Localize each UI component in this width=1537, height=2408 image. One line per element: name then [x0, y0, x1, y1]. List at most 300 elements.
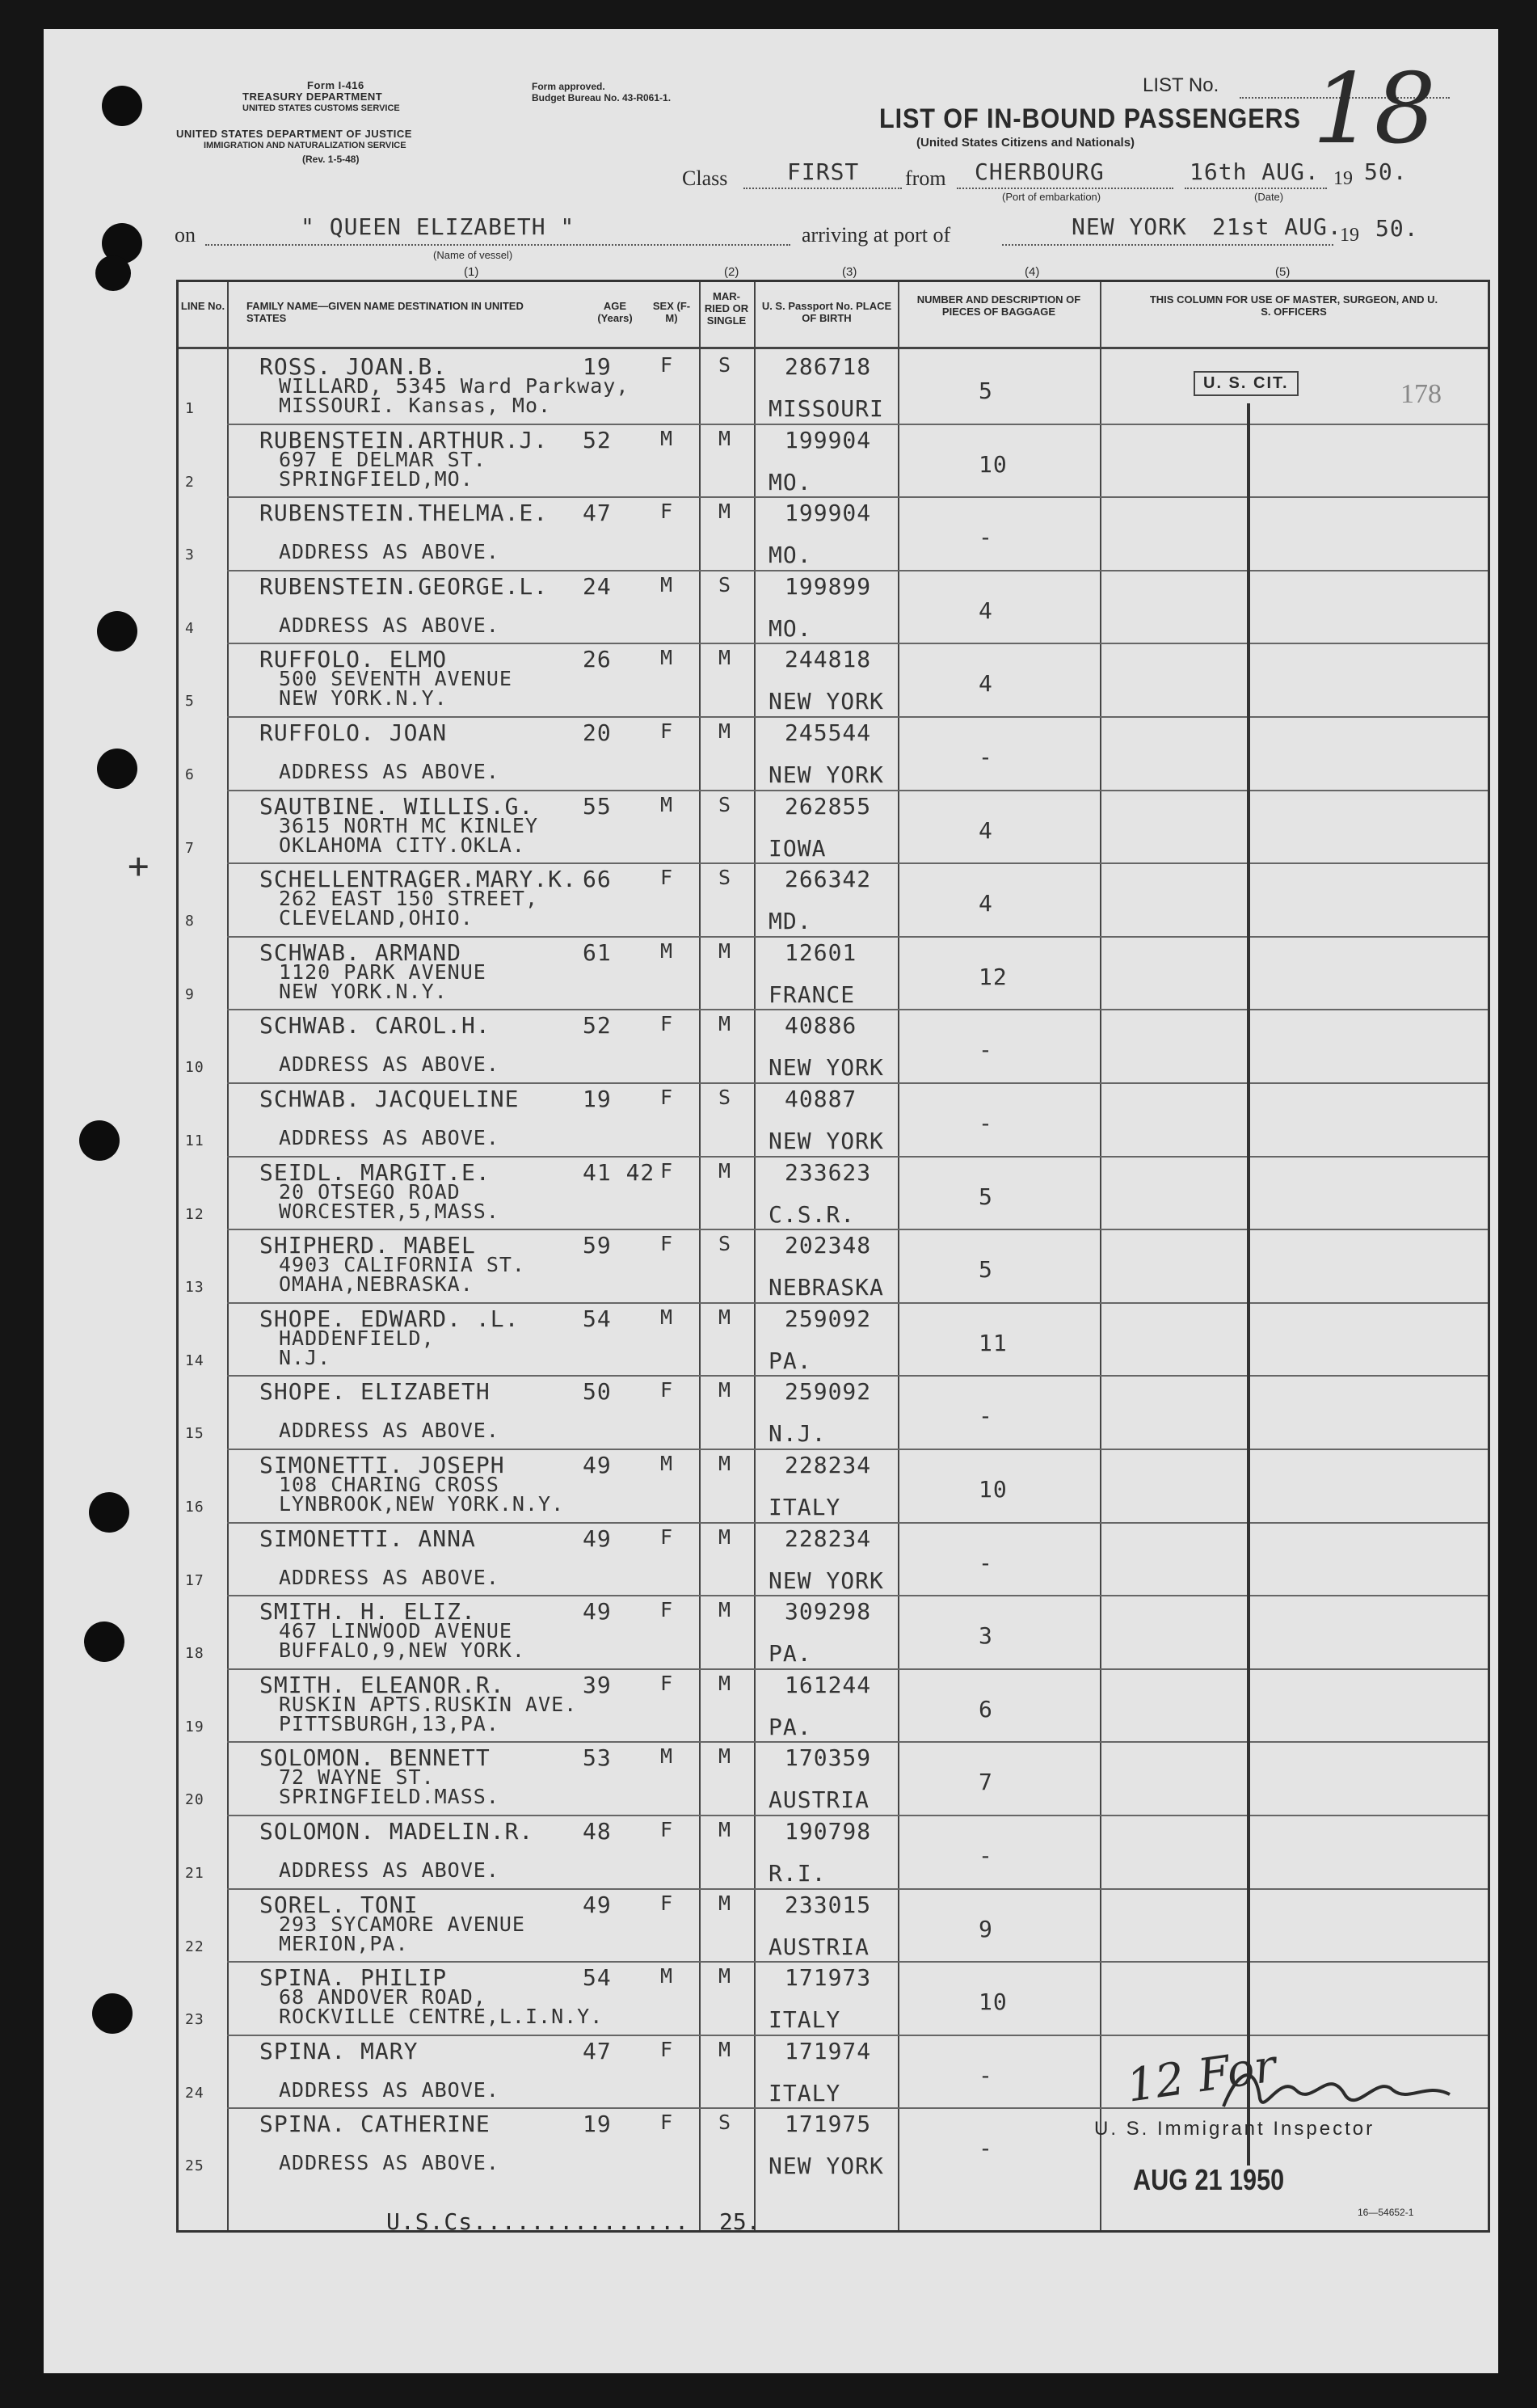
address-line-1: 4903 CALIFORNIA ST. [279, 1253, 525, 1277]
passport-number: 233623 [785, 1158, 872, 1186]
marital-status: M [718, 1452, 732, 1475]
place-of-birth: MD. [768, 908, 812, 935]
passenger-name: SCHWAB. CAROL.H. [259, 1012, 491, 1040]
line-number: 4 [185, 619, 195, 637]
age: 50 [583, 1378, 612, 1406]
arriving-label: arriving at port of [802, 223, 951, 247]
ins-service: IMMIGRATION AND NATURALIZATION SERVICE [204, 141, 406, 150]
age: 59 [583, 1232, 612, 1259]
col-number: (2) [724, 265, 739, 279]
baggage-count: 7 [979, 1769, 993, 1796]
passport-number: 170359 [785, 1744, 872, 1772]
age: 61 [583, 938, 612, 966]
table-row [179, 1009, 1488, 1082]
address-line-2: MERION,PA. [279, 1931, 409, 1955]
age: 24 [583, 572, 612, 600]
col-number: (4) [1025, 265, 1040, 279]
place-of-birth: NEW YORK [768, 1054, 884, 1082]
col-number: (3) [842, 265, 857, 279]
place-of-birth: AUSTRIA [768, 1933, 870, 1960]
passenger-name: SOLOMON. MADELIN.R. [259, 1818, 534, 1845]
place-of-birth: ITALY [768, 2006, 841, 2034]
address-line-1: 3615 NORTH MC KINLEY [279, 813, 539, 837]
age: 66 [583, 866, 612, 893]
passenger-name: RUFFOLO. JOAN [259, 719, 448, 746]
table-row [179, 1302, 1488, 1376]
baggage-count: - [979, 1110, 993, 1137]
sex: M [660, 572, 674, 597]
passenger-name: SCHWAB. ARMAND [259, 938, 462, 966]
table-row [179, 570, 1488, 643]
address-line-2: ADDRESS AS ABOVE. [279, 2077, 499, 2102]
baggage-count: 4 [979, 670, 993, 698]
sex: M [660, 646, 674, 670]
table-row [179, 496, 1488, 570]
address-line-2: PITTSBURGH,13,PA. [279, 1711, 499, 1735]
place-of-birth: ITALY [768, 2079, 841, 2106]
marital-status: M [718, 1158, 732, 1183]
sex: F [660, 2037, 674, 2061]
address-line-1: 20 OTSEGO ROAD [279, 1179, 461, 1204]
address-line-2: ADDRESS AS ABOVE. [279, 1052, 499, 1077]
sex: M [660, 938, 674, 963]
port-of-embarkation: CHERBOURG [975, 158, 1105, 185]
sex: M [660, 1964, 674, 1988]
sex: F [660, 1598, 674, 1622]
table-row [179, 1449, 1488, 1522]
passenger-name: SIMONETTI. ANNA [259, 1525, 476, 1552]
punch-hole [79, 1120, 120, 1161]
passenger-name: SMITH. H. ELIZ. [259, 1598, 476, 1626]
passport-number: 40887 [785, 1086, 857, 1112]
form-code: 16—54652-1 [1358, 2207, 1414, 2218]
passenger-name: ROSS. JOAN.B. [259, 353, 448, 380]
age: 26 [583, 646, 612, 673]
baggage-count: 5 [979, 1183, 993, 1210]
baggage-count: 12 [979, 963, 1008, 990]
passenger-name: SAUTBINE. WILLIS.G. [259, 792, 534, 820]
list-number: 18 [1312, 53, 1436, 166]
age: 19 [583, 353, 612, 380]
baggage-count: 4 [979, 816, 993, 844]
place-of-birth: PA. [768, 1347, 812, 1374]
total-value: 25. [719, 2208, 760, 2235]
passport-number: 199904 [785, 426, 872, 453]
pen-stroke [1247, 403, 1250, 2166]
baggage-count: 4 [979, 890, 993, 917]
line-number: 10 [185, 1059, 204, 1077]
punch-hole [84, 1621, 124, 1662]
marital-status: M [718, 1305, 732, 1329]
table-row [179, 1522, 1488, 1596]
address-line-2: OMAHA,NEBRASKA. [279, 1272, 474, 1297]
table-row [179, 936, 1488, 1010]
baggage-count: 4 [979, 597, 993, 624]
punch-hole [102, 86, 142, 126]
baggage-count: 6 [979, 1695, 993, 1723]
us-cit-stamp: U. S. CIT. [1194, 371, 1299, 396]
sex: M [660, 426, 674, 450]
manifest-page [44, 29, 1498, 2373]
address-line-2: NEW YORK.N.Y. [279, 979, 448, 1003]
passenger-name: SPINA. PHILIP [259, 1964, 448, 1992]
address-line-1: WILLARD, 5345 Ward Parkway, [279, 374, 630, 398]
place-of-birth: NEW YORK [768, 2153, 884, 2180]
customs-service: UNITED STATES CUSTOMS SERVICE [242, 103, 400, 113]
place-of-birth: ITALY [768, 1494, 841, 1520]
passport-number: 262855 [785, 792, 872, 820]
marital-status: M [718, 1378, 732, 1402]
vessel-name: " QUEEN ELIZABETH " [301, 213, 575, 240]
place-of-birth: MO. [768, 542, 812, 569]
table-row [179, 1888, 1488, 1962]
line-number: 12 [185, 1205, 204, 1223]
address-line-2: ROCKVILLE CENTRE,L.I.N.Y. [279, 2005, 604, 2029]
passport-number: 202348 [785, 1232, 872, 1259]
col-number: (1) [464, 265, 479, 279]
passport-number: 245544 [785, 719, 872, 746]
passport-number: 12601 [785, 938, 857, 966]
marital-status: M [718, 1964, 732, 1988]
baggage-count: - [979, 1036, 993, 1064]
marital-status: M [718, 426, 732, 450]
baggage-count: 10 [979, 1476, 1008, 1503]
col-header-married: MAR-RIED OR SINGLE [704, 290, 749, 327]
address-line-1: 68 ANDOVER ROAD, [279, 1985, 486, 2009]
table-row [179, 1595, 1488, 1668]
marital-status: M [718, 646, 732, 670]
address-line-2: ADDRESS AS ABOVE. [279, 540, 499, 564]
total-label: U.S.Cs............... [386, 2208, 690, 2235]
address-line-2: ADDRESS AS ABOVE. [279, 760, 499, 783]
form-approved: Form approved. [532, 81, 605, 92]
age: 55 [583, 792, 612, 820]
address-line-2: SPRINGFIELD,MO. [279, 466, 474, 491]
passenger-name: RUFFOLO. ELMO [259, 646, 448, 673]
passenger-name: SOREL. TONI [259, 1891, 419, 1918]
passenger-name: SPINA. MARY [259, 2037, 419, 2064]
passport-number: 228234 [785, 1525, 872, 1552]
baggage-count: - [979, 524, 993, 551]
passenger-name: SOLOMON. BENNETT [259, 1744, 491, 1772]
sex: F [660, 866, 674, 890]
sex: F [660, 1158, 674, 1183]
baggage-count: 10 [979, 1988, 1008, 2016]
line-number: 3 [185, 546, 195, 564]
address-line-1: 697 E DELMAR ST. [279, 447, 486, 471]
col-header-baggage: NUMBER AND DESCRIPTION OF PIECES OF BAGGAGE [916, 293, 1081, 318]
signature-note: 12 For [1123, 2039, 1279, 2113]
sex: F [660, 1671, 674, 1695]
address-line-2: ADDRESS AS ABOVE. [279, 2151, 499, 2175]
marital-status: M [718, 1598, 732, 1622]
baggage-count: - [979, 1549, 993, 1576]
address-line-1: 500 SEVENTH AVENUE [279, 667, 512, 691]
punch-hole [97, 749, 137, 789]
port-caption: (Port of embarkation) [1002, 191, 1101, 203]
sex: F [660, 1525, 674, 1549]
passenger-name: RUBENSTEIN.ARTHUR.J. [259, 426, 549, 453]
passport-number: 286718 [785, 353, 872, 380]
marital-status: M [718, 1671, 732, 1695]
arrival-port: NEW YORK [1072, 213, 1187, 240]
place-of-birth: C.S.R. [768, 1200, 856, 1228]
address-line-2: OKLAHOMA CITY.OKLA. [279, 833, 525, 857]
address-line-1: 262 EAST 150 STREET, [279, 887, 539, 911]
line-number: 18 [185, 1645, 204, 1663]
place-of-birth: PA. [768, 1713, 812, 1740]
line-number: 17 [185, 1571, 204, 1589]
passport-number: 171973 [785, 1964, 872, 1992]
passport-number: 199904 [785, 500, 872, 527]
place-of-birth: MO. [768, 614, 812, 642]
col-header-officers: THIS COLUMN FOR USE OF MASTER, SURGEON, AND U. S. OFFICERS [1149, 293, 1438, 318]
passport-number: 190798 [785, 1818, 872, 1845]
table-row [179, 1815, 1488, 1888]
marital-status: M [718, 500, 732, 524]
marital-status: M [718, 938, 732, 963]
page-title: LIST OF IN-BOUND PASSENGERS [879, 103, 1301, 134]
baggage-count: - [979, 744, 993, 770]
passport-number: 259092 [785, 1378, 872, 1406]
table-row [179, 1961, 1488, 2035]
line-number: 15 [185, 1425, 204, 1443]
sex: F [660, 1378, 674, 1402]
baggage-count: - [979, 1402, 993, 1430]
age: 54 [583, 1305, 612, 1332]
punch-hole [92, 1993, 133, 2034]
line-number: 14 [185, 1352, 204, 1369]
sex: F [660, 1012, 674, 1036]
col-header-line: LINE No. [180, 300, 225, 312]
table-row [179, 1082, 1488, 1156]
sex: F [660, 1086, 674, 1109]
age: 52 [583, 1012, 612, 1040]
address-line-2: WORCESTER,5,MASS. [279, 1199, 499, 1223]
baggage-count: 11 [979, 1329, 1008, 1356]
place-of-birth: N.J. [768, 1420, 827, 1448]
sex: F [660, 353, 674, 377]
address-line-2: BUFFALO,9,NEW YORK. [279, 1638, 525, 1663]
passenger-name: SCHWAB. JACQUELINE [259, 1086, 520, 1112]
justice-dept: UNITED STATES DEPARTMENT OF JUSTICE [176, 128, 412, 140]
budget-bureau: Budget Bureau No. 43-R061-1. [532, 92, 672, 103]
marital-status: S [718, 1086, 732, 1109]
age: 41 42 [583, 1158, 655, 1186]
margin-cross: + [128, 846, 149, 887]
revision: (Rev. 1-5-48) [302, 154, 360, 165]
class-value: FIRST [787, 158, 860, 185]
address-line-2: SPRINGFIELD.MASS. [279, 1785, 499, 1809]
line-number: 5 [185, 693, 195, 711]
embark-year: 50. [1364, 158, 1408, 185]
passport-number: 309298 [785, 1598, 872, 1626]
address-line-1: RUSKIN APTS.RUSKIN AVE. [279, 1692, 578, 1716]
baggage-count: 3 [979, 1622, 993, 1650]
address-line-1: 467 LINWOOD AVENUE [279, 1619, 512, 1643]
line-number: 23 [185, 2011, 204, 2029]
passport-number: 233015 [785, 1891, 872, 1918]
address-line-2: N.J. [279, 1345, 331, 1369]
sex: F [660, 1818, 674, 1841]
table-row [179, 424, 1488, 497]
table-row [179, 1375, 1488, 1449]
address-line-2: LYNBROOK,NEW YORK.N.Y. [279, 1492, 565, 1516]
passport-number: 244818 [785, 646, 872, 673]
age: 47 [583, 500, 612, 527]
embark-date: 16th AUG. [1190, 158, 1320, 185]
table-row [179, 643, 1488, 716]
address-line-2: ADDRESS AS ABOVE. [279, 1419, 499, 1443]
place-of-birth: NEW YORK [768, 1567, 884, 1594]
table-row [179, 862, 1488, 936]
line-number: 16 [185, 1499, 204, 1516]
col-header-sex: SEX (F-M) [652, 300, 691, 324]
age: 39 [583, 1671, 612, 1698]
age: 19 [583, 2111, 612, 2138]
address-line-1: 108 CHARING CROSS [279, 1473, 499, 1496]
baggage-count: 9 [979, 1915, 993, 1942]
age: 49 [583, 1525, 612, 1552]
marital-status: S [718, 866, 732, 890]
marital-status: S [718, 792, 732, 816]
date-caption: (Date) [1254, 191, 1284, 203]
passenger-name: SMITH. ELEANOR.R. [259, 1671, 505, 1698]
passenger-name: SHOPE. EDWARD. .L. [259, 1305, 520, 1332]
arrival-date: 21st AUG. [1212, 213, 1342, 240]
place-of-birth: NEW YORK [768, 1128, 884, 1154]
passenger-name: SHIPHERD. MABEL [259, 1232, 476, 1259]
col-header-passport: U. S. Passport No. PLACE OF BIRTH [761, 300, 892, 324]
passenger-name: SIMONETTI. JOSEPH [259, 1452, 505, 1478]
line-number: 24 [185, 2084, 204, 2102]
baggage-count: 10 [979, 450, 1008, 478]
marital-status: M [718, 1012, 732, 1036]
list-no-label: LIST No. [1143, 74, 1219, 96]
address-line-1: HADDENFIELD, [279, 1326, 435, 1350]
treasury-dept: TREASURY DEPARTMENT [242, 91, 383, 103]
age: 20 [583, 719, 612, 746]
page-subtitle: (United States Citizens and Nationals) [916, 136, 1135, 150]
marital-status: M [718, 1744, 732, 1769]
line-number: 22 [185, 1938, 204, 1955]
age: 49 [583, 1452, 612, 1478]
passenger-table [176, 280, 1490, 2233]
sex: F [660, 2111, 674, 2135]
table-row [179, 1229, 1488, 1302]
marital-status: M [718, 719, 732, 743]
line-number: 6 [185, 766, 195, 783]
address-line-1: 1120 PARK AVENUE [279, 959, 486, 984]
sex: F [660, 500, 674, 524]
address-line-2: ADDRESS AS ABOVE. [279, 613, 499, 637]
address-line-2: ADDRESS AS ABOVE. [279, 1126, 499, 1149]
class-label: Class [682, 167, 728, 190]
sex: F [660, 1891, 674, 1915]
from-label: from [905, 167, 946, 190]
line-number: 2 [185, 473, 195, 491]
marital-status: M [718, 1891, 732, 1915]
passenger-name: SCHELLENTRAGER.MARY.K. [259, 866, 577, 893]
col-header-age: AGE (Years) [597, 300, 633, 324]
line-number: 11 [185, 1132, 204, 1149]
line-number: 9 [185, 985, 195, 1003]
marital-status: M [718, 2037, 732, 2061]
sex: F [660, 719, 674, 743]
col-header-name: FAMILY NAME—GIVEN NAME DESTINATION IN UNITED STATES [246, 300, 524, 324]
passport-number: 266342 [785, 866, 872, 893]
sex: M [660, 792, 674, 816]
marital-status: S [718, 572, 732, 597]
year-prefix: 19 [1333, 168, 1353, 189]
sex: M [660, 1452, 674, 1475]
line-number: 7 [185, 839, 195, 857]
marital-status: S [718, 353, 732, 377]
baggage-count: 5 [979, 1256, 993, 1284]
place-of-birth: NEW YORK [768, 688, 884, 715]
baggage-count: - [979, 2135, 993, 2162]
place-of-birth: AUSTRIA [768, 1786, 870, 1814]
age: 19 [583, 1086, 612, 1112]
place-of-birth: NEBRASKA [768, 1274, 884, 1301]
baggage-count: - [979, 2061, 993, 2089]
passenger-name: RUBENSTEIN.GEORGE.L. [259, 572, 549, 600]
passport-number: 171975 [785, 2111, 872, 2138]
address-line-1: 293 SYCAMORE AVENUE [279, 1912, 525, 1936]
sex: F [660, 1232, 674, 1256]
table-row [179, 1668, 1488, 1742]
place-of-birth: NEW YORK [768, 761, 884, 788]
place-of-birth: MISSOURI [768, 395, 884, 422]
passport-number: 171974 [785, 2037, 872, 2064]
line-number: 21 [185, 1865, 204, 1882]
table-row [179, 790, 1488, 863]
address-line-2: ADDRESS AS ABOVE. [279, 1565, 499, 1589]
passenger-name: SPINA. CATHERINE [259, 2111, 491, 2138]
punch-hole [89, 1492, 129, 1533]
address-line-2: NEW YORK.N.Y. [279, 686, 448, 711]
marital-status: M [718, 1818, 732, 1841]
line-number: 1 [185, 400, 195, 417]
arrival-year: 50. [1375, 215, 1419, 242]
date-stamp: AUG 21 1950 [1133, 2163, 1285, 2196]
place-of-birth: R.I. [768, 1860, 827, 1887]
marital-status: S [718, 2111, 732, 2135]
punch-hole [95, 255, 131, 291]
passenger-name: SHOPE. ELIZABETH [259, 1378, 491, 1406]
inspector-signature [1215, 2058, 1458, 2123]
baggage-count: - [979, 1842, 993, 1869]
age: 49 [583, 1891, 612, 1918]
sex: M [660, 1744, 674, 1769]
sex: M [660, 1305, 674, 1329]
address-line-2: MISSOURI. Kansas, Mo. [279, 394, 552, 417]
punch-hole [97, 611, 137, 652]
vessel-caption: (Name of vessel) [433, 249, 513, 261]
passport-number: 161244 [785, 1671, 872, 1698]
address-line-2: ADDRESS AS ABOVE. [279, 1858, 499, 1882]
place-of-birth: IOWA [768, 834, 827, 862]
col-number: (5) [1275, 265, 1291, 279]
age: 54 [583, 1964, 612, 1992]
line-number: 25 [185, 2157, 204, 2175]
year-prefix: 19 [1340, 225, 1359, 246]
line-number: 13 [185, 1279, 204, 1297]
age: 47 [583, 2037, 612, 2064]
age: 52 [583, 426, 612, 453]
line-number: 19 [185, 1718, 204, 1735]
annotation-178: 178 [1400, 379, 1442, 409]
